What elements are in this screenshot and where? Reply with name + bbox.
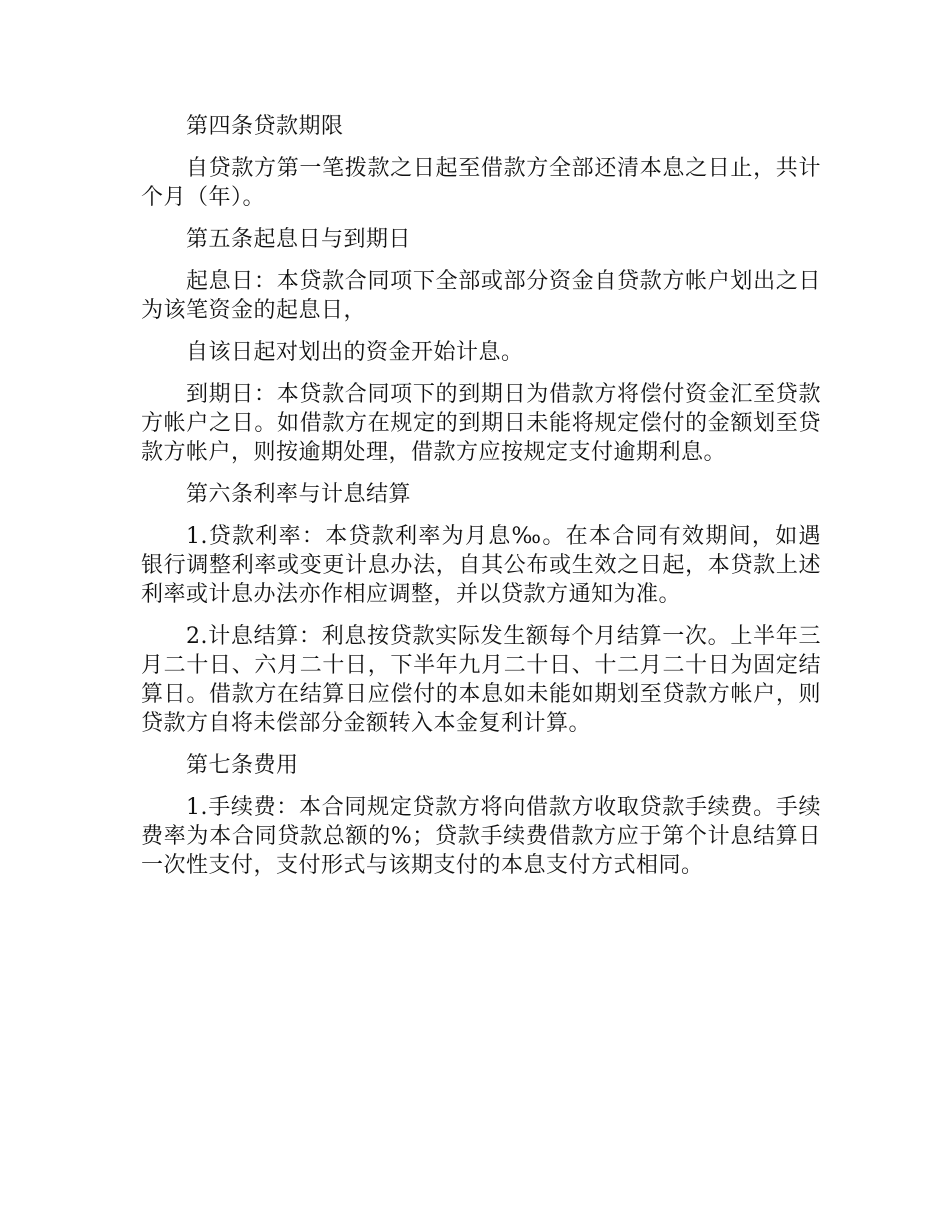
paragraph-interest-start: 自该日起对划出的资金开始计息。 [186, 340, 524, 365]
paragraph-value-date: 起息日：本贷款合同项下全部或部分资金自贷款方帐户划出之日为该笔资金的起息日， [141, 269, 821, 323]
paragraph-maturity-date: 到期日：本贷款合同项下的到期日为借款方将偿付资金汇至贷款方帐户之日。如借款方在规定的到期日未能将规定偿付的金额划至贷款方帐户，则按逾期处理，借款方应按规定支付逾期利息。 [141, 382, 821, 465]
paragraph-interest-settlement: 2.计息结算：利息按贷款实际发生额每个月结算一次。上半年三月二十日、六月二十日，下半年九月二十日、十二月二十日为固定结算日。借款方在结算日应偿付的本息如未能如期划至贷款方帐户，则贷款方自将未偿部分金额转入本金复利计算。 [141, 624, 821, 736]
document-page [141, 112, 821, 893]
paragraph-handling-fee: 1.手续费：本合同规定贷款方将向借款方收取贷款手续费。手续费率为本合同贷款总额的%；贷款手续费借款方应于第个计息结算日一次性支付，支付形式与该期支付的本息支付方式相同。 [141, 795, 821, 878]
heading-article-4: 第四条贷款期限 [186, 114, 344, 139]
heading-article-7: 第七条费用 [186, 753, 299, 778]
heading-article-5: 第五条起息日与到期日 [186, 227, 412, 252]
paragraph-loan-term: 自贷款方第一笔拨款之日起至借款方全部还清本息之日止，共计个月（年）。 [141, 156, 821, 210]
heading-article-6: 第六条利率与计息结算 [186, 482, 412, 507]
paragraph-interest-rate: 1.贷款利率：本贷款利率为月息‰。在本合同有效期间，如遇银行调整利率或变更计息办法，自其公布或生效之日起，本贷款上述利率或计息办法亦作相应调整，并以贷款方通知为准。 [141, 524, 821, 607]
